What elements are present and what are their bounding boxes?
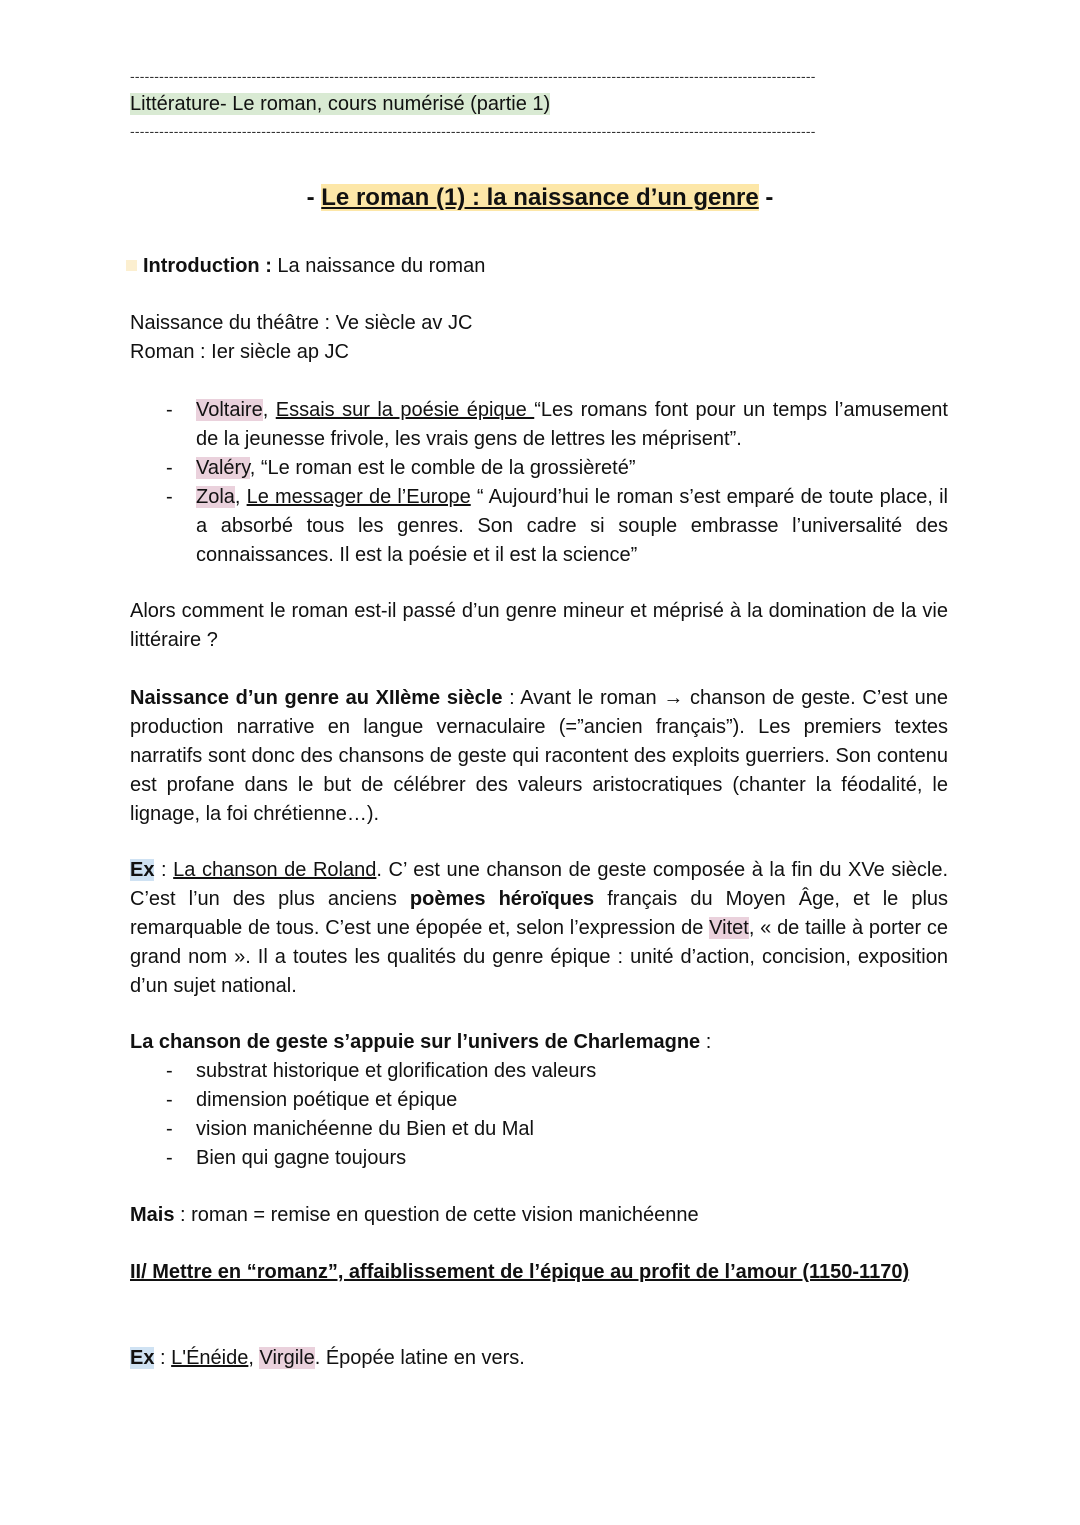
example-roland-paragraph <box>130 856 948 1001</box>
quote-work: Essais sur la poésie épique <box>275 399 535 421</box>
list-item <box>130 1086 948 1115</box>
divider-bottom: --------------------------------------------------------------------------------------------------------------------------------------------- <box>130 123 816 139</box>
intro-heading <box>130 252 948 281</box>
intro-text: La naissance du roman <box>271 255 486 277</box>
intro-label: Introduction : <box>143 255 272 277</box>
quote-text: “Les romans font pour un temps l’amusement de la jeunesse frivole, les vrais gens de lettres les méprisent”. <box>196 399 948 450</box>
dates-block <box>130 309 948 367</box>
bullet-dash: - <box>166 457 173 479</box>
quote-work: Le messager de l’Europe <box>246 486 471 508</box>
date-theatre: Naissance du théâtre : Ve siècle av JC <box>130 312 473 334</box>
bullet-dash: - <box>166 1147 173 1169</box>
quote-author: Voltaire <box>196 399 263 421</box>
quote-item <box>130 454 948 483</box>
quote-text: “ Aujourd’hui le roman s’est emparé de toute place, il a absorbé tous les genres. Son cadre si souple embrasse l’universalité des connaissances. Il est la poésie et il est la science” <box>196 486 948 566</box>
header-title: Littérature- Le roman, cours numérisé (partie 1) <box>130 93 551 115</box>
ex-label: Ex <box>130 859 155 881</box>
title-dash: - <box>306 184 322 211</box>
header-title-line <box>130 90 948 119</box>
sep: : <box>154 859 174 881</box>
item-text: substrat historique et glorification des valeurs <box>196 1060 597 1082</box>
mais-label: Mais <box>130 1204 175 1226</box>
mais-text: : roman = remise en question de cette vision manichéenne <box>174 1204 699 1226</box>
text: . Épopée latine en vers. <box>314 1347 525 1369</box>
bullet-square-icon <box>126 260 137 271</box>
work-title: L'Énéide <box>171 1347 249 1369</box>
item-text: dimension poétique et épique <box>196 1089 458 1111</box>
charlemagne-list <box>130 1057 948 1173</box>
item-text: vision manichéenne du Bien et du Mal <box>196 1118 534 1140</box>
page-title <box>0 181 1080 215</box>
charlemagne-heading <box>130 1028 948 1057</box>
example-eneide-line <box>130 1344 948 1373</box>
bold-text: poèmes héroïques <box>409 888 595 910</box>
author-name: Virgile <box>259 1347 315 1369</box>
work-title: La chanson de Roland <box>173 859 377 881</box>
quote-item <box>130 483 948 570</box>
text: , « de taille à porter ce grand nom ». Il a toutes les qualités du genre épique : unité d’action, concision, exposition d’un sujet national. <box>130 917 949 997</box>
list-item <box>130 1144 948 1173</box>
sep: , <box>262 399 276 421</box>
title-dash: - <box>758 184 774 211</box>
sep: , <box>234 486 247 508</box>
text: . C’ est une chanson de geste composée à la fin du XVe siècle. C’est l’un des plus anciens <box>130 859 949 910</box>
author-name: Vitet <box>709 917 749 939</box>
bullet-dash: - <box>166 399 173 421</box>
heading-text: La chanson de geste s’appuie sur l’univers de Charlemagne <box>130 1031 701 1053</box>
bullet-dash: - <box>166 1089 173 1111</box>
naissance-text: : Avant le roman → chanson de geste. C’est une production narrative en langue vernaculaire (=”ancien français”). Les premiers textes narratifs sont donc des chansons de geste qui racontent des exploits guerriers. Son contenu est profane dans le but de célébrer des valeurs aristocratiques (chanter la féodalité, le lignage, la foi chrétienne…). <box>130 687 948 825</box>
text: français du Moyen Âge, et le plus remarquable de tous. C’est une épopée et, selon l’expression de <box>130 888 949 939</box>
ex-label: Ex <box>130 1347 155 1369</box>
list-item <box>130 1115 948 1144</box>
naissance-paragraph <box>130 684 948 829</box>
quote-text: “Le roman est le comble de la grossièreté” <box>260 457 636 479</box>
quote-item <box>130 396 948 454</box>
bullet-dash: - <box>166 486 173 508</box>
quote-author: Zola <box>196 486 235 508</box>
naissance-label: Naissance d’un genre au XIIème siècle <box>130 687 503 709</box>
quotes-list <box>130 396 948 570</box>
charlemagne-block <box>130 1028 948 1173</box>
quote-author: Valéry <box>196 457 250 479</box>
sep: , <box>248 1347 260 1369</box>
section-2-heading: II/ Mettre en “romanz”, affaiblissement de l’épique au profit de l’amour (1150-1170) <box>130 1261 910 1283</box>
list-item <box>130 1057 948 1086</box>
bullet-dash: - <box>166 1060 173 1082</box>
item-text: Bien qui gagne toujours <box>196 1147 407 1169</box>
question-paragraph: Alors comment le roman est-il passé d’un genre mineur et méprisé à la domination de la vie littéraire ? <box>130 600 948 651</box>
mais-line <box>130 1201 948 1230</box>
bullet-dash: - <box>166 1118 173 1140</box>
date-roman: Roman : Ier siècle ap JC <box>130 341 349 363</box>
sep: : <box>700 1031 712 1053</box>
sep: : <box>154 1347 172 1369</box>
title-text: Le roman (1) : la naissance d’un genre <box>321 184 759 211</box>
divider-top: --------------------------------------------------------------------------------------------------------------------------------------------- <box>130 68 816 84</box>
sep: , <box>249 457 261 479</box>
